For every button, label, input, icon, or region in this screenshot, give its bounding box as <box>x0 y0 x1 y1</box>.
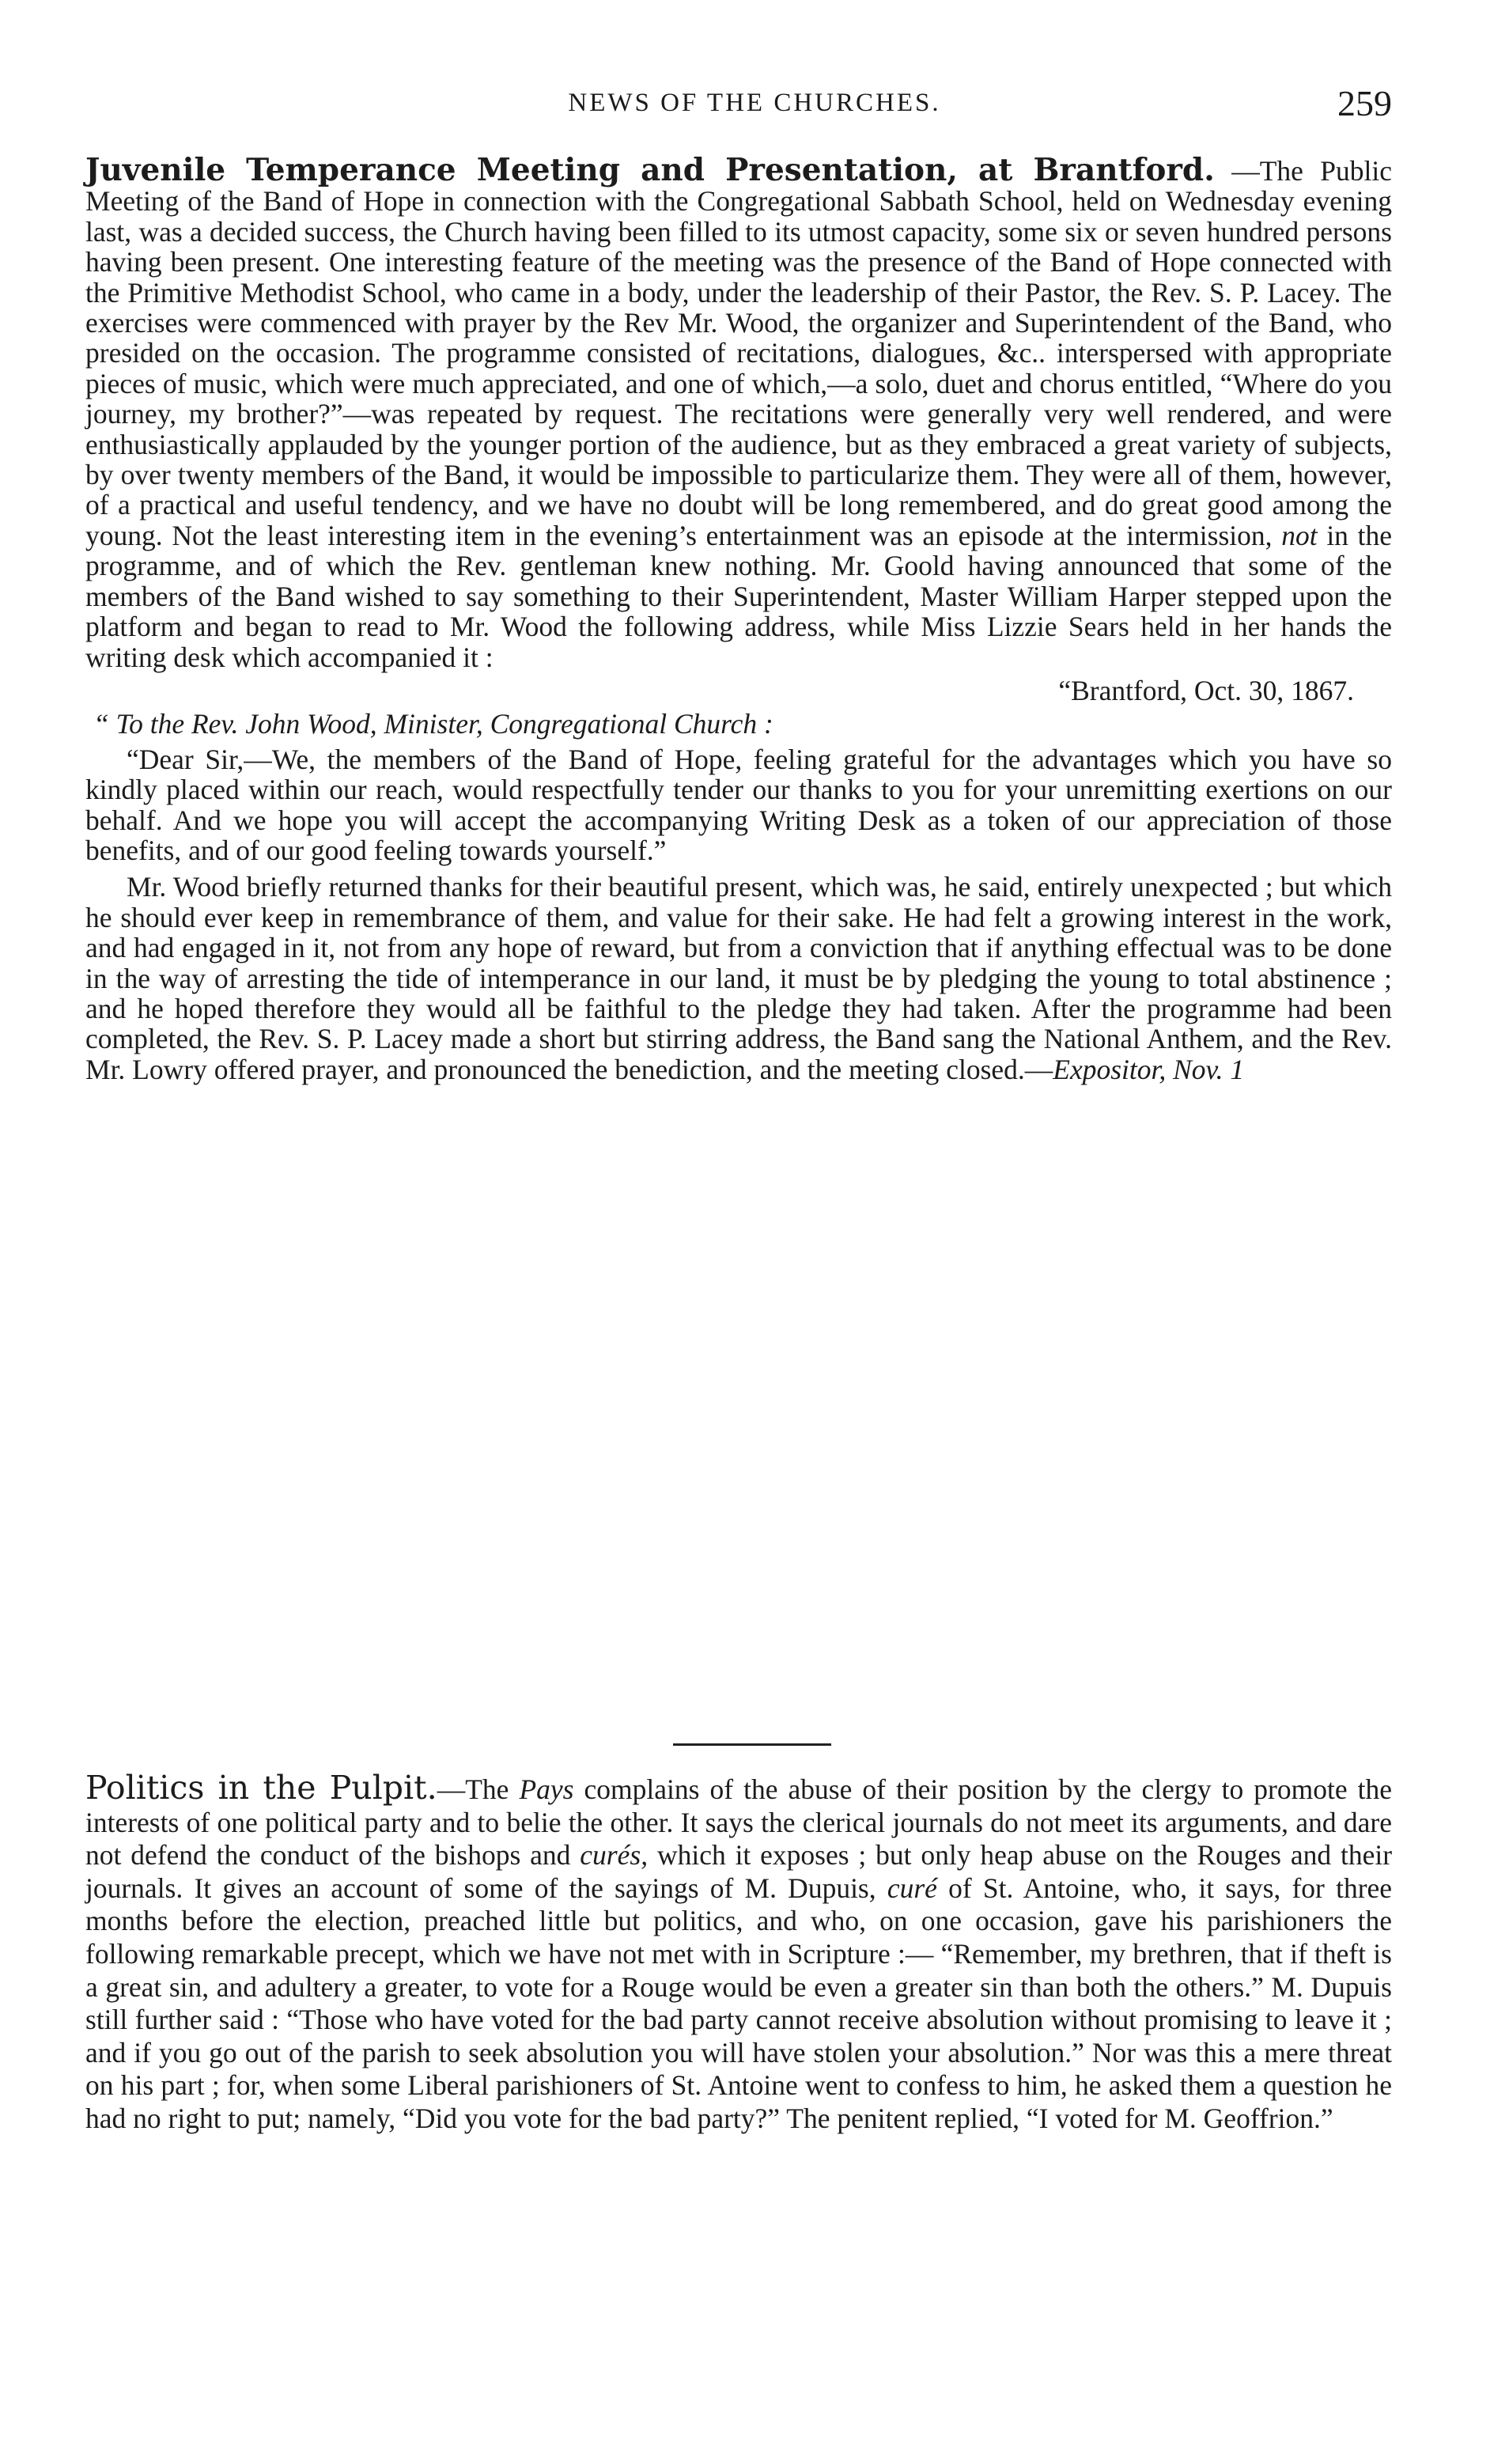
article-paragraph <box>85 1769 1393 2136</box>
emphasis-text: curé <box>887 1872 937 1904</box>
article-title: Politics in the Pulpit. <box>85 1769 437 1807</box>
emphasis-text: not <box>1281 519 1318 551</box>
running-title: NEWS OF THE CHURCHES. <box>568 89 941 117</box>
source-citation: Expositor, Nov. 1 <box>1053 1053 1245 1085</box>
article-body: of St. Antoine, who, it says, for three months before the election, preached little but politics, and who, on one occasion, gave his parishioners the following remarkable precept, which we have not met with in Scripture :— “Remember, my brethren, that if theft is a great sin, and adultery a greater, to vote for a Rouge would be even a greater sin than both the others.” M. Dupuis still further said : “Those who have voted for the bad party cannot receive absolution without promising to leave it ; and if you go out of the parish to seek absolution you will have stolen your absolution.” Nor was this a mere threat on his part ; for, when some Liberal parishioners of St. Antoine went to confess to him, he asked them a question he had no right to put; namely, “Did you vote for the bad party?” The penitent replied, “I voted for M. Geoffrion.” <box>85 1872 1393 2134</box>
article-body-continued: in the programme, and of which the Rev. gentleman knew nothing. Mr. Goold having announced that some of the members of the Band wished to say something to their Superintendent, Master William Harper stepped upon the platform and began to read to Mr. Wood the following address, while Miss Lizzie Sears held in her hands the writing desk which accompanied it : <box>85 519 1392 673</box>
letter-salutation: “ To the Rev. John Wood, Minister, Congregational Church : <box>93 708 773 740</box>
emphasis-text: Pays <box>519 1773 574 1805</box>
article-politics-pulpit <box>85 1769 1393 2136</box>
reply-text: Mr. Wood briefly returned thanks for their beautiful present, which was, he said, entirely unexpected ; but which he should ever keep in remembrance of them, and value for their sake. He had felt a growing interest in the work, and had engaged in it, not from any hope of reward, but from a conviction that if anything effectual was to be done in the way of arresting the tide of intemperance in our land, it must be by pledging the young to total abstinence ; and he hoped therefore they would all be faithful to the pledge they had taken. After the programme had been completed, the Rev. S. P. Lacey made a short but stirring address, the Band sang the National Anthem, and the Rev. Mr. Lowry offered prayer, and pronounced the benediction, and the meeting closed.— <box>85 871 1392 1085</box>
reply-paragraph <box>85 872 1392 1084</box>
page-number: 259 <box>1337 83 1392 123</box>
page-header <box>117 82 1392 130</box>
article-body: which it exposes ; but only heap abuse on the Rouges and their journals. It gives an account of some of the sayings of M. Dupuis, <box>85 1839 1393 1904</box>
article-body: —The <box>437 1773 509 1805</box>
section-divider <box>673 1743 831 1746</box>
article-paragraph <box>85 152 1393 673</box>
emphasis-text: curés, <box>580 1839 649 1872</box>
article-body: complains of the abuse of their position by the clergy to promote the interests of one political party and to belie the other. It says the clerical journals do not meet its arguments, and dare not defend the conduct of the bishops and <box>85 1773 1392 1872</box>
letter-dateline: “Brantford, Oct. 30, 1867. <box>1058 674 1354 706</box>
letter-body: “Dear Sir,—We, the members of the Band of Hope, feeling grateful for the advantages which you have so kindly placed within our reach, would respectfully tender our thanks to you for your unremitting exertions on our behalf. And we hope you will accept the accompanying Writing Desk as a token of our appreciation of those benefits, and of our good feeling towards yourself.” <box>85 743 1392 866</box>
article-juvenile-temperance <box>85 152 1393 1085</box>
article-title: Juvenile Temperance Meeting and Presentation, at Brantford. <box>85 152 1215 188</box>
article-body: —The Public Meeting of the Band of Hope in connection with the Congregational Sabbath School, held on Wednesday evening last, was a decided success, the Church having been filled to its utmost capacity, some six or seven hundred persons having been present. One interesting feature of the meeting was the presence of the Band of Hope connected with the Primitive Methodist School, who came in a body, under the leadership of their Pastor, the Rev. S. P. Lacey. The exercises were commenced with prayer by the Rev Mr. Wood, the organizer and Superintendent of the Band, who presided on the occasion. The programme consisted of recitations, dialogues, &c.. interspersed with appropriate pieces of music, which were much appreciated, and one of which,—a solo, duet and chorus entitled, “Where do you journey, my brother?”—was repeated by request. The recitations were generally very well rendered, and were enthusiastically applauded by the younger portion of the audience, but as they embraced a great variety of subjects, by over twenty members of the Band, it would be impossible to particularize them. They were all of them, however, of a practical and useful tendency, and we have no doubt will be long remembered, and do great good among the young. Not the least interesting item in the evening’s entertainment was an episode at the intermission, <box>85 155 1393 551</box>
